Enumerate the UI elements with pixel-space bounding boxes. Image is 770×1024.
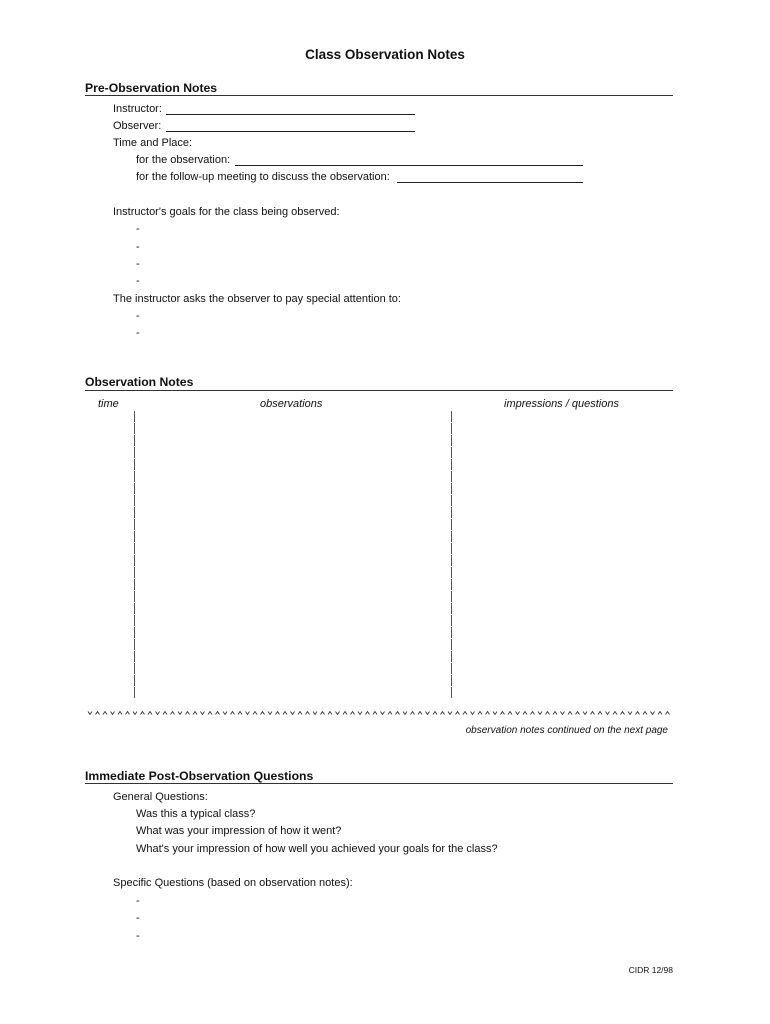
list-item: - <box>136 275 140 287</box>
section-divider <box>85 783 673 784</box>
section-heading-observation-notes: Observation Notes <box>85 375 194 389</box>
column-divider <box>451 411 452 699</box>
observer-label: Observer: <box>113 120 162 132</box>
column-header-observations: observations <box>260 398 323 410</box>
section-divider <box>85 390 673 391</box>
general-questions-label: General Questions: <box>113 791 208 803</box>
special-attention-label: The instructor asks the observer to pay special attention to: <box>113 293 401 305</box>
list-item: - <box>136 912 140 924</box>
list-item: - <box>136 241 140 253</box>
time-and-place-label: Time and Place: <box>113 137 193 149</box>
column-header-impressions: impressions / questions <box>504 398 619 410</box>
question-item: What's your impression of how well you achieved your goals for the class? <box>136 843 498 855</box>
followup-meeting-field[interactable] <box>397 171 583 183</box>
followup-meeting-label: for the follow-up meeting to discuss the observation: <box>136 171 390 183</box>
section-divider <box>85 95 673 96</box>
specific-questions-label: Specific Questions (based on observation notes): <box>113 877 353 889</box>
document-title: Class Observation Notes <box>305 47 465 62</box>
column-header-time: time <box>98 398 119 410</box>
section-heading-pre-observation: Pre-Observation Notes <box>85 81 218 95</box>
list-item: - <box>136 327 140 339</box>
observation-time-field[interactable] <box>235 154 583 166</box>
observer-field[interactable] <box>166 120 415 132</box>
instructor-goals-label: Instructor's goals for the class being observed: <box>113 206 340 218</box>
section-heading-post-observation: Immediate Post-Observation Questions <box>85 769 314 783</box>
instructor-label: Instructor: <box>113 103 162 115</box>
observation-time-label: for the observation: <box>136 154 231 166</box>
list-item: - <box>136 895 140 907</box>
list-item: - <box>136 310 140 322</box>
torn-edge-divider <box>85 707 677 719</box>
list-item: - <box>136 223 140 235</box>
document-code: CIDR 12/98 <box>628 965 673 975</box>
column-divider <box>134 411 135 699</box>
list-item: - <box>136 258 140 270</box>
list-item: - <box>136 930 140 942</box>
question-item: Was this a typical class? <box>136 808 256 820</box>
instructor-field[interactable] <box>166 103 415 115</box>
continued-note: observation notes continued on the next page <box>465 725 668 736</box>
question-item: What was your impression of how it went? <box>136 825 342 837</box>
